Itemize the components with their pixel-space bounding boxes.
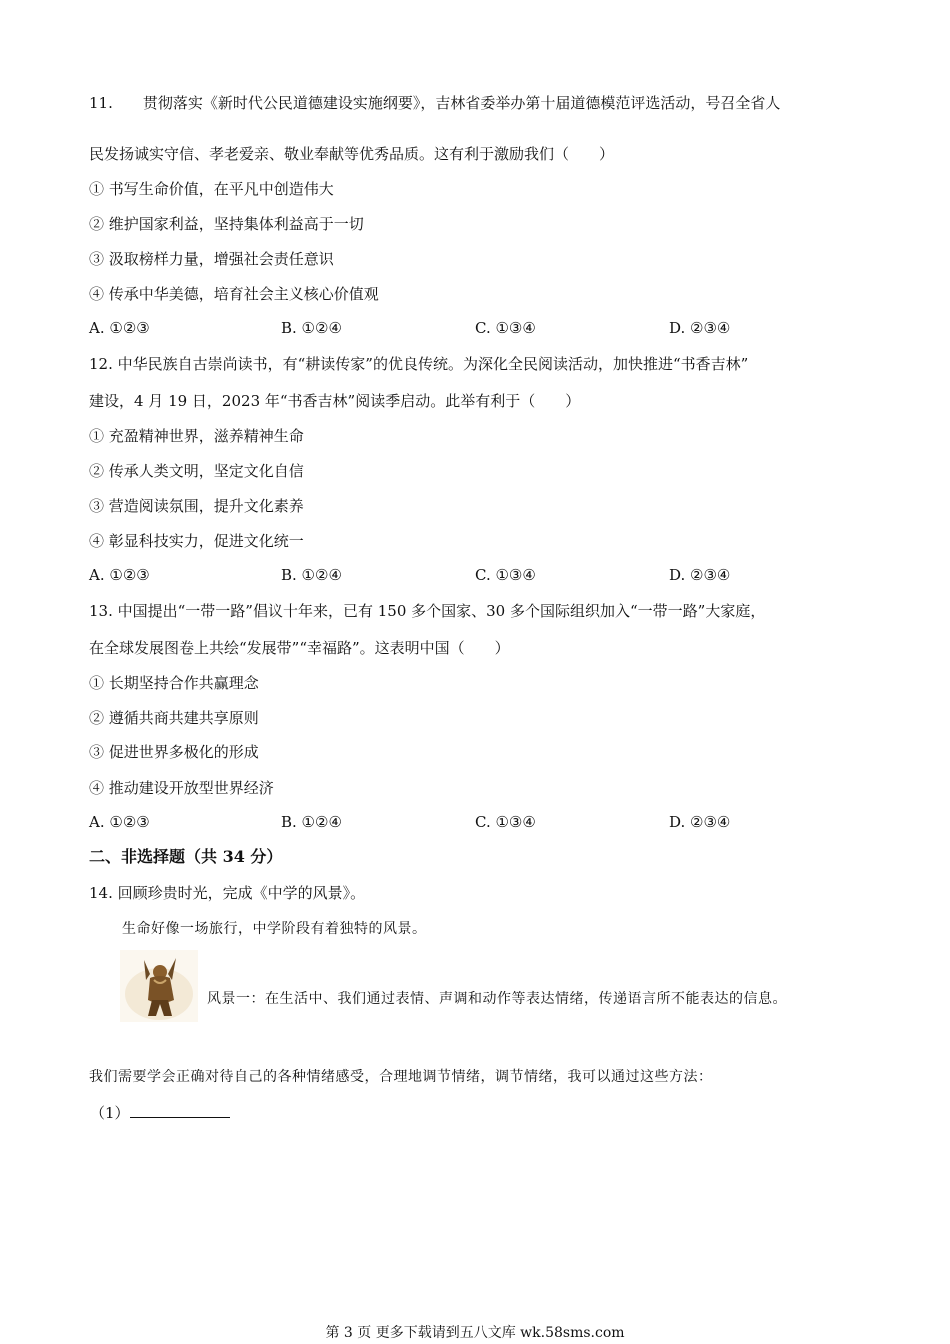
answer-1-blank[interactable] bbox=[130, 1103, 230, 1118]
q11-item-4: ④ 传承中华美德，培育社会主义核心价值观 bbox=[89, 285, 379, 303]
q13-item-1: ① 长期坚持合作共赢理念 bbox=[89, 674, 259, 692]
q13-option-b[interactable]: B. ①②④ bbox=[281, 813, 342, 831]
q13-option-a[interactable]: A. ①②③ bbox=[89, 813, 150, 831]
q13-stem-line1: 13. 中国提出“一带一路”倡议十年来，已有 150 多个国家、30 多个国际组织加入“一带一路”大家庭， bbox=[89, 602, 766, 620]
q12-item-1: ① 充盈精神世界，滋养精神生命 bbox=[89, 427, 304, 445]
q12-option-d[interactable]: D. ②③④ bbox=[669, 566, 731, 584]
q11-options bbox=[89, 317, 789, 339]
q11-stem-line2: 民发扬诚实守信、孝老爱亲、敬业奉献等优秀品质。这有利于激励我们（ ） bbox=[89, 145, 615, 163]
q11-option-a[interactable]: A. ①②③ bbox=[89, 319, 150, 337]
q12-stem-line1: 12. 中华民族自古崇尚读书，有“耕读传家”的优良传统。为深化全民阅读活动，加快推进“书香吉林” bbox=[89, 355, 749, 373]
q12-item-2: ② 传承人类文明，坚定文化自信 bbox=[89, 462, 304, 480]
scene-illustration bbox=[120, 950, 198, 1022]
q12-option-c[interactable]: C. ①③④ bbox=[475, 566, 536, 584]
q12-options bbox=[89, 564, 789, 586]
q12-option-a[interactable]: A. ①②③ bbox=[89, 566, 150, 584]
q12-item-4: ④ 彰显科技实力，促进文化统一 bbox=[89, 532, 304, 550]
q13-option-d[interactable]: D. ②③④ bbox=[669, 813, 731, 831]
q13-option-c[interactable]: C. ①③④ bbox=[475, 813, 536, 831]
q12-item-3: ③ 营造阅读氛围，提升文化素养 bbox=[89, 497, 304, 515]
q13-item-2: ② 遵循共商共建共享原则 bbox=[89, 709, 259, 727]
q11-option-c[interactable]: C. ①③④ bbox=[475, 319, 536, 337]
q14-answer-1 bbox=[90, 1102, 230, 1124]
q11-item-2: ② 维护国家利益，坚持集体利益高于一切 bbox=[89, 215, 364, 233]
q11-item-3: ③ 汲取榜样力量，增强社会责任意识 bbox=[89, 250, 334, 268]
q13-item-3: ③ 促进世界多极化的形成 bbox=[89, 743, 259, 761]
q11-stem-line1: 11. 贯彻落实《新时代公民道德建设实施纲要》，吉林省委举办第十届道德模范评选活动，号召全省人 bbox=[89, 94, 781, 112]
q11-option-d[interactable]: D. ②③④ bbox=[669, 319, 731, 337]
page-footer: 第 3 页 更多下载请到五八文库 wk.58sms.com bbox=[325, 1325, 625, 1341]
answer-1-label: （1） bbox=[90, 1104, 130, 1122]
section-heading: 二、非选择题（共 34 分） bbox=[89, 847, 283, 866]
q14-intro: 生命好像一场旅行，中学阶段有着独特的风景。 bbox=[122, 921, 427, 937]
q14-stem: 14. 回顾珍贵时光，完成《中学的风景》。 bbox=[89, 884, 366, 902]
q13-item-4: ④ 推动建设开放型世界经济 bbox=[89, 779, 274, 797]
q11-option-b[interactable]: B. ①②④ bbox=[281, 319, 342, 337]
q14-scene1: 风景一：在生活中、我们通过表情、声调和动作等表达情绪，传递语言所不能表达的信息。 bbox=[207, 991, 787, 1007]
q14-text: 我们需要学会正确对待自己的各种情绪感受，合理地调节情绪，调节情绪，我可以通过这些方法： bbox=[89, 1069, 713, 1085]
q11-item-1: ① 书写生命价值，在平凡中创造伟大 bbox=[89, 180, 334, 198]
q12-stem-line2: 建设，4 月 19 日，2023 年“书香吉林”阅读季启动。此举有利于（ ） bbox=[89, 392, 581, 410]
q13-stem-line2: 在全球发展图卷上共绘“发展带”“幸福路”。这表明中国（ ） bbox=[89, 639, 510, 657]
q13-options bbox=[89, 811, 789, 833]
q12-option-b[interactable]: B. ①②④ bbox=[281, 566, 342, 584]
